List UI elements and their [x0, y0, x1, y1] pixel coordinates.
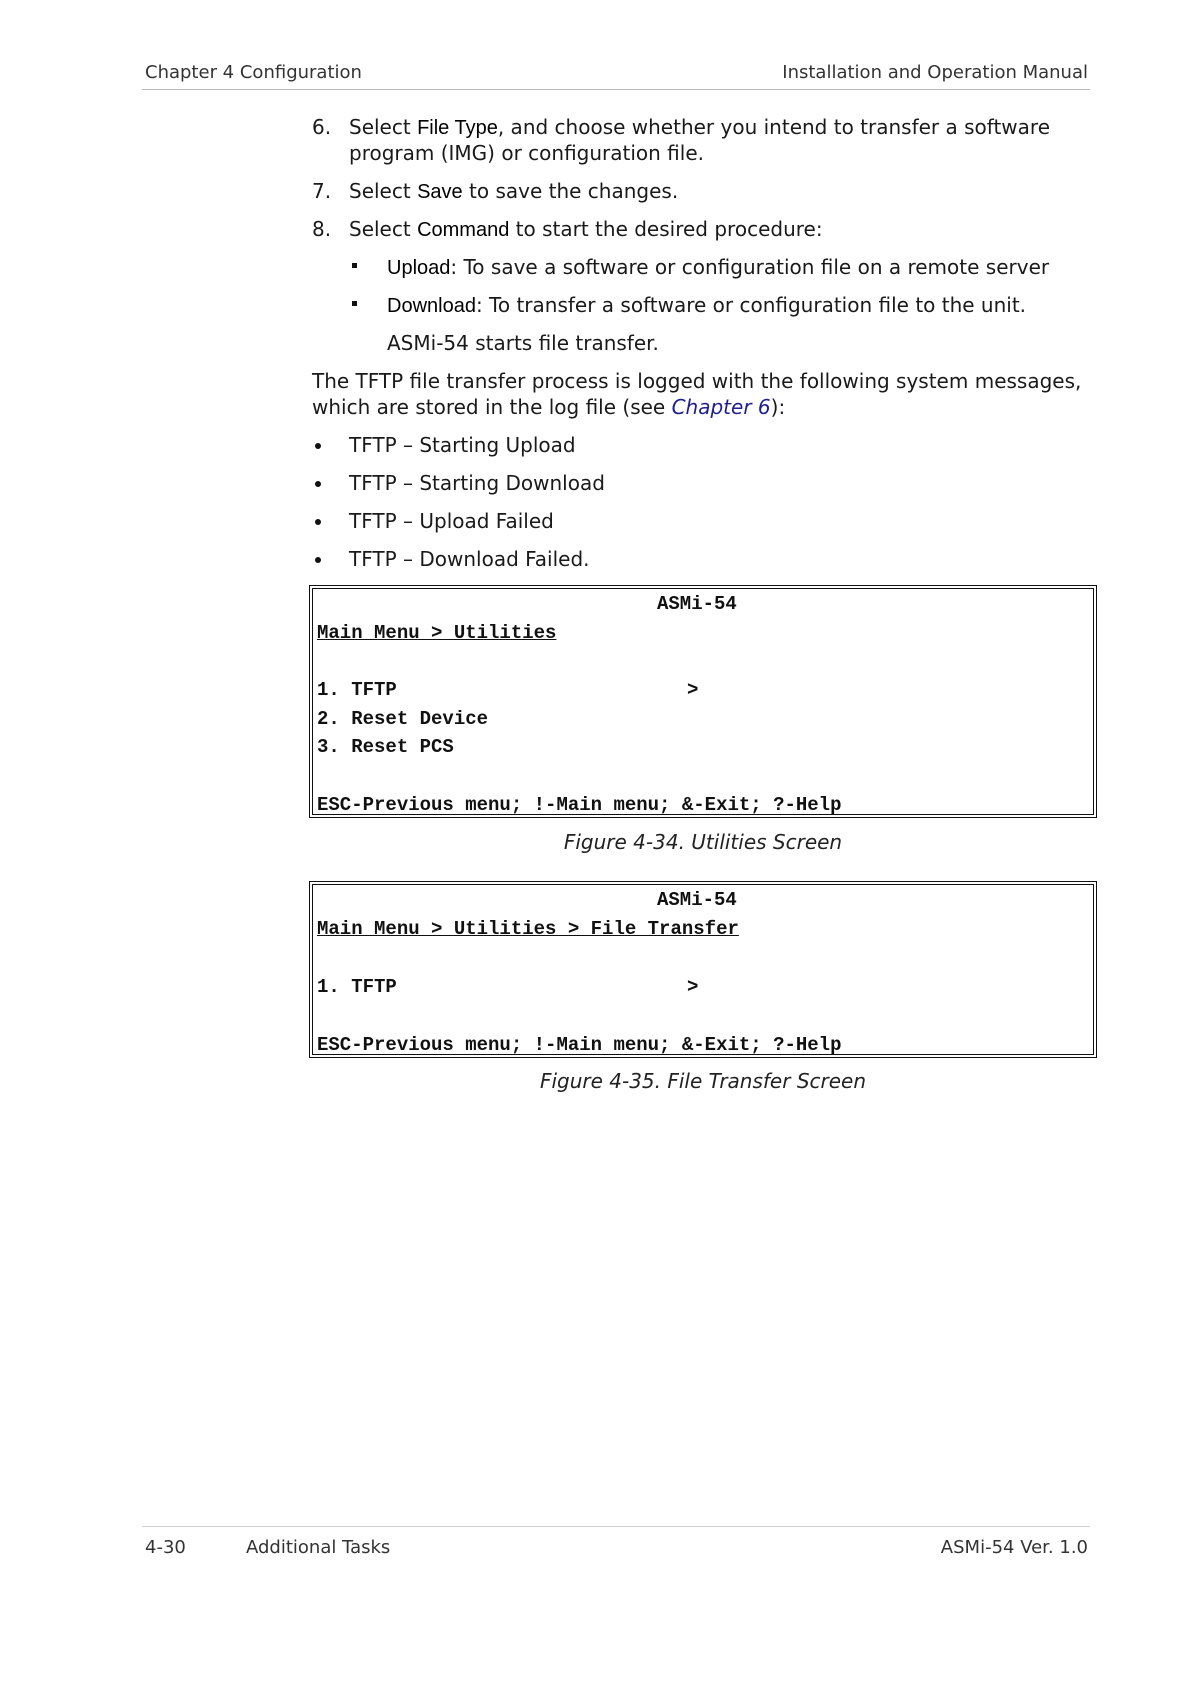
utilities-screen: [309, 585, 1097, 818]
step-7-keyword: Save: [417, 181, 463, 203]
step-6-text: Select File Type, and choose whether you intend to transfer a software: [349, 115, 1051, 139]
menu-item-tftp[interactable]: 1. TFTP: [317, 679, 397, 701]
menu-item-tftp[interactable]: 1. TFTP: [317, 976, 397, 998]
step-8-number: 8.: [312, 217, 332, 241]
square-bullet-icon: [352, 301, 357, 306]
figure-caption-4-35: Figure 4-35. File Transfer Screen: [539, 1069, 867, 1093]
log-message: TFTP – Download Failed.: [349, 547, 590, 571]
bullet-icon: [315, 519, 321, 525]
chapter-6-link[interactable]: Chapter 6: [671, 395, 771, 419]
header-chapter: Chapter 4 Configuration: [145, 62, 362, 83]
step-6-keyword: File Type: [417, 117, 498, 139]
screen-footer-help: ESC-Previous menu; !-Main menu; &-Exit; ?-Help: [317, 1034, 842, 1056]
breadcrumb: Main Menu > Utilities: [317, 622, 557, 644]
log-paragraph-line2: which are stored in the log file (see Chapter 6):: [312, 395, 786, 419]
screen-footer-help: ESC-Previous menu; !-Main menu; &-Exit; ?-Help: [317, 794, 842, 816]
header-manual-title: Installation and Operation Manual: [782, 62, 1088, 83]
footer-divider: [142, 1526, 1090, 1527]
sub-bullet-upload: Upload: To save a software or configuration file on a remote server: [387, 255, 1050, 279]
header-divider: [142, 89, 1090, 90]
sub-bullet-download: Download: To transfer a software or configuration file to the unit.: [387, 293, 1027, 317]
menu-item-reset-device[interactable]: 2. Reset Device: [317, 708, 489, 730]
step-7-number: 7.: [312, 179, 332, 203]
screen-title: ASMi-54: [657, 889, 737, 911]
screen-title: ASMi-54: [657, 593, 737, 615]
submenu-arrow-icon: >: [687, 976, 699, 998]
bullet-icon: [315, 557, 321, 563]
page-number: 4-30: [145, 1537, 186, 1558]
step-7-text: Select Save to save the changes.: [349, 179, 679, 203]
step-8-text: Select Command to start the desired procedure:: [349, 217, 823, 241]
figure-caption-4-34: Figure 4-34. Utilities Screen: [563, 830, 843, 854]
breadcrumb: Main Menu > Utilities > File Transfer: [317, 918, 739, 940]
log-message: TFTP – Upload Failed: [349, 509, 554, 533]
step-6-number: 6.: [312, 115, 332, 139]
file-transfer-screen: [309, 881, 1097, 1058]
log-paragraph-line1: The TFTP file transfer process is logged with the following system messages,: [312, 369, 1082, 393]
transfer-note: ASMi-54 starts file transfer.: [387, 331, 659, 355]
submenu-arrow-icon: >: [687, 679, 699, 701]
footer-version: ASMi-54 Ver. 1.0: [940, 1537, 1088, 1558]
log-message: TFTP – Starting Download: [349, 471, 605, 495]
log-message: TFTP – Starting Upload: [349, 433, 576, 457]
square-bullet-icon: [352, 263, 357, 268]
footer-section: Additional Tasks: [246, 1537, 391, 1558]
step-8-keyword: Command: [417, 219, 510, 241]
bullet-icon: [315, 443, 321, 449]
step-6-text-line2: program (IMG) or configuration file.: [349, 141, 704, 165]
menu-item-reset-pcs[interactable]: 3. Reset PCS: [317, 736, 454, 758]
bullet-icon: [315, 481, 321, 487]
